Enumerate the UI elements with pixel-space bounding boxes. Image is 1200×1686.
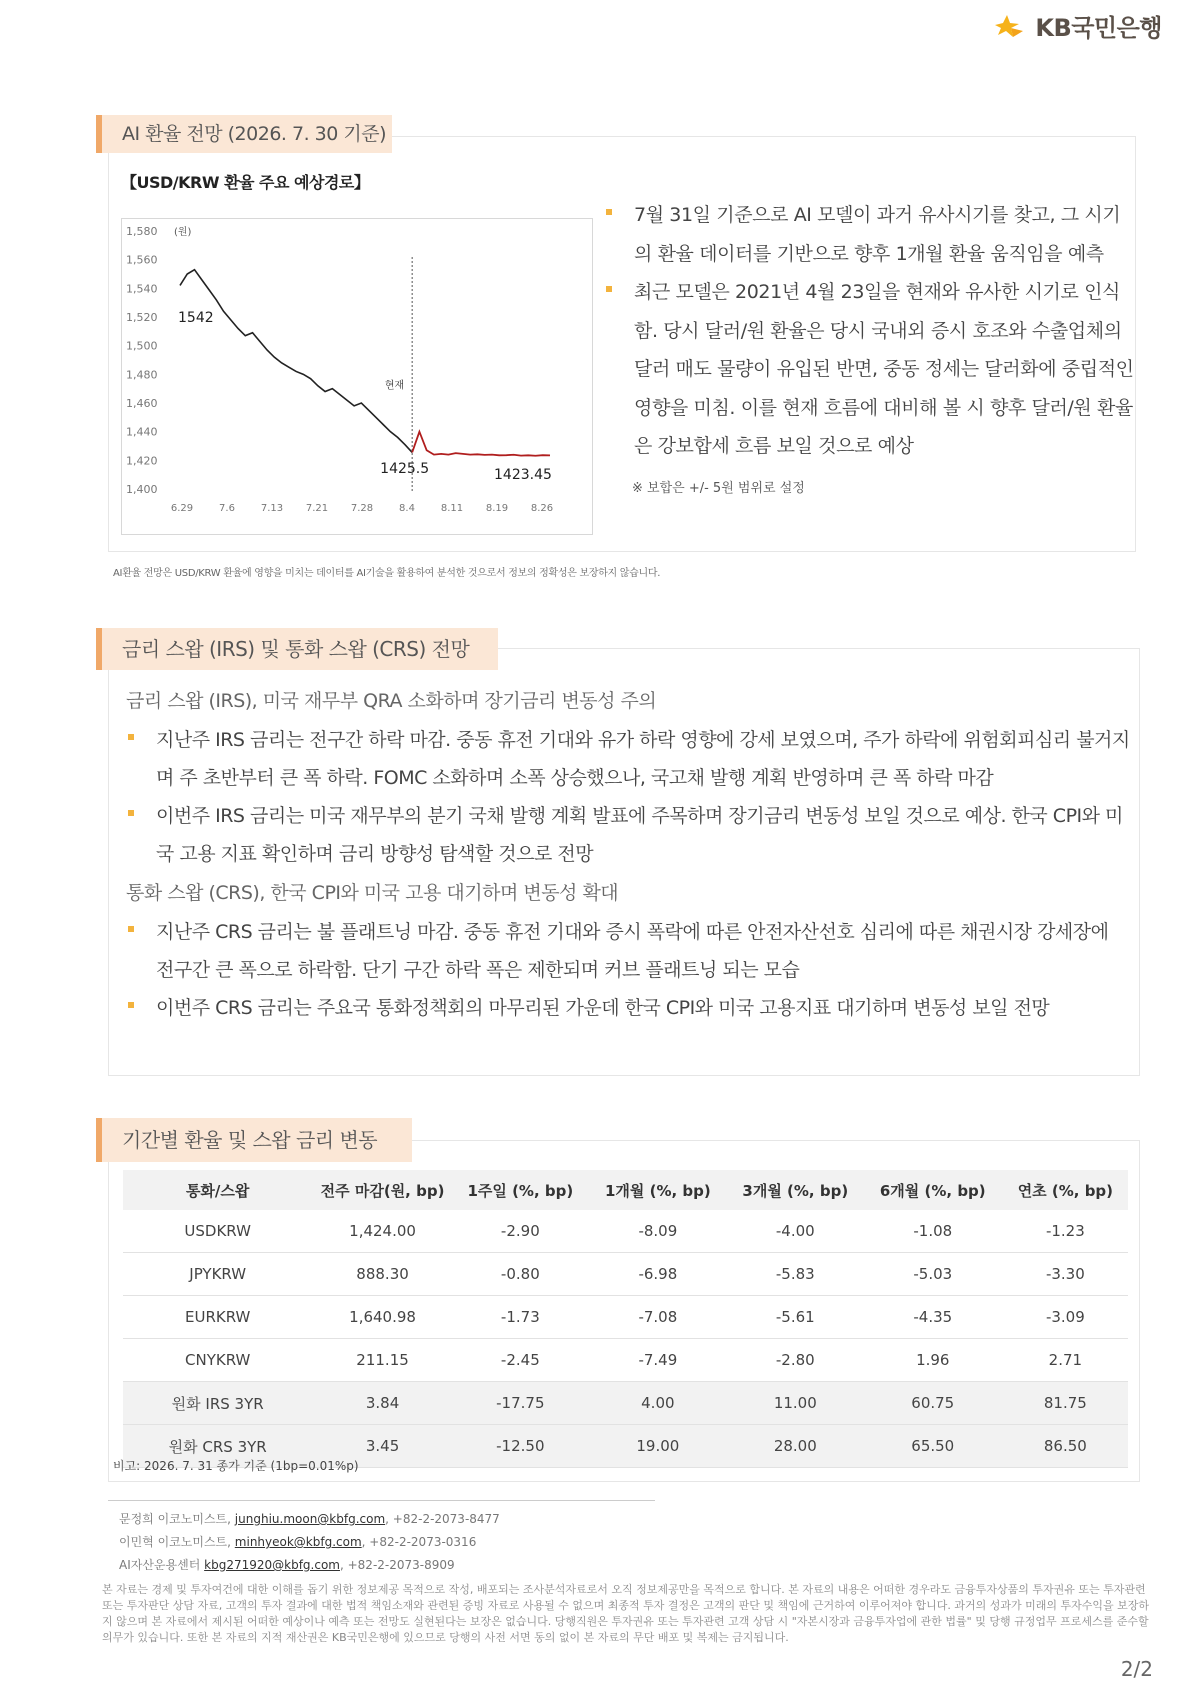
x-tick-label: 8.26 bbox=[530, 503, 554, 514]
table-cell: -5.61 bbox=[728, 1296, 863, 1339]
x-tick-label: 7.6 bbox=[219, 503, 235, 514]
contact-divider bbox=[108, 1500, 655, 1501]
legal-disclaimer: 본 자료는 경제 및 투자여건에 대한 이해를 돕기 위한 정보제공 목적으로 작성, 배포되는 조사분석자료로서 오직 정보제공만을 목적으로 합니다. 본 자료의 내용은 어떠한 경우라도 금융투자상품의 투자권유 또는 투자관련 또는 투자판단 상담 자료, 고객의 투자 결과에 대한 법적 책임소재와 관련된 증빙 자료로 사용될 수 없으며 최종적 투자 결정은 고객의 판단 및 책임에 근거하여 이루어져야 합니다. 과거의 성과가 미래의 투자수익을 보장하지 않으며 본 자료에서 제시된 어떠한 예상이나 예측 또는 전망도 실현된다는 보장은 없습니다. 당행직원은 투자권유 또는 투자관련 고객 상담 시 "자본시장과 금융투자업에 관한 법률" 및 당행 규정업무 프로세스를 준수할 의무가 있습니다. 또한 본 자료의 지적 재산권은 KB국민은행에 있으므로 당행의 사전 서면 동의 없이 본 자료의 무단 배포 및 복제는 금지됩니다. bbox=[102, 1583, 1149, 1644]
kb-star-logo-icon bbox=[989, 11, 1029, 41]
swap-outlook-header: 금리 스왑 (IRS) 및 통화 스왑 (CRS) 전망 bbox=[96, 628, 498, 670]
list-item: 7월 31일 기준으로 AI 모델이 과거 유사시기를 찾고, 그 시기의 환율 데이터를 기반으로 향후 1개월 환율 움직임을 예측 bbox=[604, 196, 1134, 273]
table-cell: -0.80 bbox=[453, 1253, 588, 1296]
contact-name: 이민혁 이코노미스트, bbox=[119, 1535, 231, 1549]
contact-phone: , +82-2-2073-8477 bbox=[385, 1512, 500, 1526]
ai-forecast-bullets bbox=[604, 196, 1134, 466]
list-item: 지난주 IRS 금리는 전구간 하락 마감. 중동 휴전 기대와 유가 하락 영향에 강세 보였으며, 주가 하락에 위험회피심리 불거지며 주 초반부터 큰 폭 하락. FOMC 소화하며 소폭 상승했으나, 국고채 발행 계획 반영하며 큰 폭 하락 마감 bbox=[126, 721, 1131, 797]
start-value-label: 1542 bbox=[178, 310, 214, 326]
ai-forecast-header: AI 환율 전망 (2026. 7. 30 기준) bbox=[96, 115, 392, 153]
table-cell: 86.50 bbox=[1003, 1425, 1128, 1468]
table-cell: 19.00 bbox=[588, 1425, 728, 1468]
irs-subtitle: 금리 스왑 (IRS), 미국 재무부 QRA 소화하며 장기금리 변동성 주의 bbox=[126, 690, 657, 712]
table-cell: 원화 CRS 3YR bbox=[123, 1425, 312, 1468]
table-cell: -17.75 bbox=[453, 1382, 588, 1425]
table-cell: -1.08 bbox=[863, 1210, 1003, 1253]
table-cell: -5.03 bbox=[863, 1253, 1003, 1296]
column-header: 연초 (%, bp) bbox=[1003, 1170, 1128, 1210]
list-item: 지난주 CRS 금리는 불 플래트닝 마감. 중동 휴전 기대와 증시 폭락에 따른 안전자산선호 심리에 따른 채권시장 강세장에 전구간 큰 폭으로 하락함. 단기 구간 하락 폭은 제한되며 커브 플래트닝 되는 모습 bbox=[126, 913, 1131, 989]
table-cell: -7.49 bbox=[588, 1339, 728, 1382]
now-value-label: 1425.5 bbox=[380, 461, 430, 477]
column-header: 전주 마감(원, bp) bbox=[312, 1170, 452, 1210]
table-cell: EURKRW bbox=[123, 1296, 312, 1339]
y-tick-label: 1,400 bbox=[126, 483, 158, 496]
list-item: 이번주 IRS 금리는 미국 재무부의 분기 국채 발행 계획 발표에 주목하며 장기금리 변동성 보일 것으로 예상. 한국 CPI와 미국 고용 지표 확인하며 금리 방향성 탐색할 것으로 전망 bbox=[126, 797, 1131, 873]
y-tick-label: 1,560 bbox=[126, 253, 158, 267]
table-row bbox=[123, 1253, 1128, 1296]
forecast-series-line bbox=[412, 432, 550, 456]
table-cell: -8.09 bbox=[588, 1210, 728, 1253]
table-cell: -4.35 bbox=[863, 1296, 1003, 1339]
contact-item bbox=[119, 1554, 500, 1577]
contact-item bbox=[119, 1508, 500, 1531]
rate-change-header: 기간별 환율 및 스왑 금리 변동 bbox=[96, 1118, 412, 1162]
table-row bbox=[123, 1339, 1128, 1382]
rate-change-table bbox=[123, 1170, 1128, 1468]
chart-title: 【USD/KRW 환율 주요 예상경로】 bbox=[121, 173, 370, 192]
table-cell: 60.75 bbox=[863, 1382, 1003, 1425]
table-cell: 81.75 bbox=[1003, 1382, 1128, 1425]
contact-name: AI자산운용센터 bbox=[119, 1558, 201, 1572]
y-tick-label: 1,540 bbox=[126, 282, 158, 296]
ai-disclaimer-footnote: AI환율 전망은 USD/KRW 환율에 영향을 미치는 데이터를 AI기술을 활용하여 분석한 것으로서 정보의 정확성은 보장하지 않습니다. bbox=[113, 568, 661, 579]
x-tick-label: 6.29 bbox=[170, 503, 194, 514]
x-tick-label: 7.28 bbox=[350, 503, 374, 514]
table-cell: 1,424.00 bbox=[312, 1210, 452, 1253]
table-cell: CNYKRW bbox=[123, 1339, 312, 1382]
contact-item bbox=[119, 1531, 500, 1554]
now-label: 현재 bbox=[384, 380, 405, 392]
contact-phone: , +82-2-2073-0316 bbox=[361, 1535, 477, 1549]
column-header: 1개월 (%, bp) bbox=[588, 1170, 728, 1210]
table-cell: 원화 IRS 3YR bbox=[123, 1382, 312, 1425]
column-header: 6개월 (%, bp) bbox=[863, 1170, 1003, 1210]
y-tick-label: 1,440 bbox=[126, 425, 158, 439]
usdkrw-chart-svg bbox=[122, 219, 592, 534]
usdkrw-chart bbox=[121, 218, 593, 535]
table-cell: -12.50 bbox=[453, 1425, 588, 1468]
table-cell: 3.45 bbox=[312, 1425, 452, 1468]
crs-subtitle: 통화 스왑 (CRS), 한국 CPI와 미국 고용 대기하며 변동성 확대 bbox=[126, 882, 619, 904]
table-cell: 3.84 bbox=[312, 1382, 452, 1425]
table-cell: 1.96 bbox=[863, 1339, 1003, 1382]
list-item: 이번주 CRS 금리는 주요국 통화정책회의 마무리된 가운데 한국 CPI와 미국 고용지표 대기하며 변동성 보일 전망 bbox=[126, 989, 1131, 1027]
y-tick-label: 1,460 bbox=[126, 397, 158, 410]
table-row bbox=[123, 1382, 1128, 1425]
table-cell: 2.71 bbox=[1003, 1339, 1128, 1382]
contact-phone: , +82-2-2073-8909 bbox=[339, 1558, 455, 1572]
kb-logo bbox=[989, 8, 1162, 43]
x-tick-label: 7.13 bbox=[260, 503, 284, 514]
table-cell: -2.45 bbox=[453, 1339, 588, 1382]
history-series-line bbox=[180, 270, 412, 453]
y-tick-label: 1,520 bbox=[126, 311, 158, 324]
table-cell: 1,640.98 bbox=[312, 1296, 452, 1339]
table-cell: -7.08 bbox=[588, 1296, 728, 1339]
column-header: 3개월 (%, bp) bbox=[728, 1170, 863, 1210]
table-cell: 11.00 bbox=[728, 1382, 863, 1425]
x-tick-label: 8.11 bbox=[440, 503, 464, 514]
x-tick-label: 8.4 bbox=[399, 503, 415, 514]
crs-bullets bbox=[126, 913, 1131, 1027]
logo-text: KB국민은행 bbox=[1035, 14, 1162, 42]
y-tick-label: 1,580 bbox=[126, 225, 158, 238]
table-cell: -4.00 bbox=[728, 1210, 863, 1253]
table-cell: 28.00 bbox=[728, 1425, 863, 1468]
contact-name: 문정희 이코노미스트, bbox=[119, 1512, 231, 1526]
contact-email-link[interactable]: kbg271920@kbfg.com bbox=[204, 1558, 340, 1572]
table-cell: 65.50 bbox=[863, 1425, 1003, 1468]
table-cell: 4.00 bbox=[588, 1382, 728, 1425]
x-tick-label: 7.21 bbox=[305, 503, 329, 514]
x-tick-label: 8.19 bbox=[485, 503, 509, 514]
irs-bullets bbox=[126, 721, 1131, 873]
table-cell: -2.80 bbox=[728, 1339, 863, 1382]
table-cell: JPYKRW bbox=[123, 1253, 312, 1296]
table-header-row bbox=[123, 1170, 1128, 1210]
table-cell: -3.30 bbox=[1003, 1253, 1128, 1296]
table-cell: -1.23 bbox=[1003, 1210, 1128, 1253]
y-tick-label: 1,500 bbox=[126, 339, 158, 353]
table-cell: 888.30 bbox=[312, 1253, 452, 1296]
table-row bbox=[123, 1210, 1128, 1253]
table-cell: -1.73 bbox=[453, 1296, 588, 1339]
table-cell: -3.09 bbox=[1003, 1296, 1128, 1339]
y-tick-label: 1,420 bbox=[126, 454, 158, 468]
y-tick-label: 1,480 bbox=[126, 368, 158, 382]
table-cell: USDKRW bbox=[123, 1210, 312, 1253]
table-cell: -2.90 bbox=[453, 1210, 588, 1253]
contact-email-link[interactable]: junghiu.moon@kbfg.com bbox=[234, 1512, 386, 1526]
page-number: 2/2 bbox=[1120, 1657, 1153, 1681]
y-unit-label: (원) bbox=[174, 227, 192, 238]
column-header: 통화/스왑 bbox=[123, 1170, 312, 1210]
swap-outlook-body bbox=[126, 685, 1131, 1027]
table-cell: -5.83 bbox=[728, 1253, 863, 1296]
table-row bbox=[123, 1296, 1128, 1339]
forecast-note: ※ 보합은 +/- 5원 범위로 설정 bbox=[632, 481, 805, 496]
contact-list bbox=[119, 1508, 500, 1577]
table-cell: -6.98 bbox=[588, 1253, 728, 1296]
contact-email-link[interactable]: minhyeok@kbfg.com bbox=[234, 1535, 362, 1549]
table-note: 비고: 2026. 7. 31 종가 기준 (1bp=0.01%p) bbox=[113, 1459, 359, 1473]
end-value-label: 1423.45 bbox=[494, 467, 552, 483]
list-item: 최근 모델은 2021년 4월 23일을 현재와 유사한 시기로 인식함. 당시 달러/원 환율은 당시 국내외 증시 호조와 수출업체의 달러 매도 물량이 유입된 반면, 중동 정세는 달러화에 중립적인 영향을 미침. 이를 현재 흐름에 대비해 볼 시 향후 달러/원 환율은 강보합세 흐름 보일 것으로 예상 bbox=[604, 273, 1134, 466]
column-header: 1주일 (%, bp) bbox=[453, 1170, 588, 1210]
table-cell: 211.15 bbox=[312, 1339, 452, 1382]
